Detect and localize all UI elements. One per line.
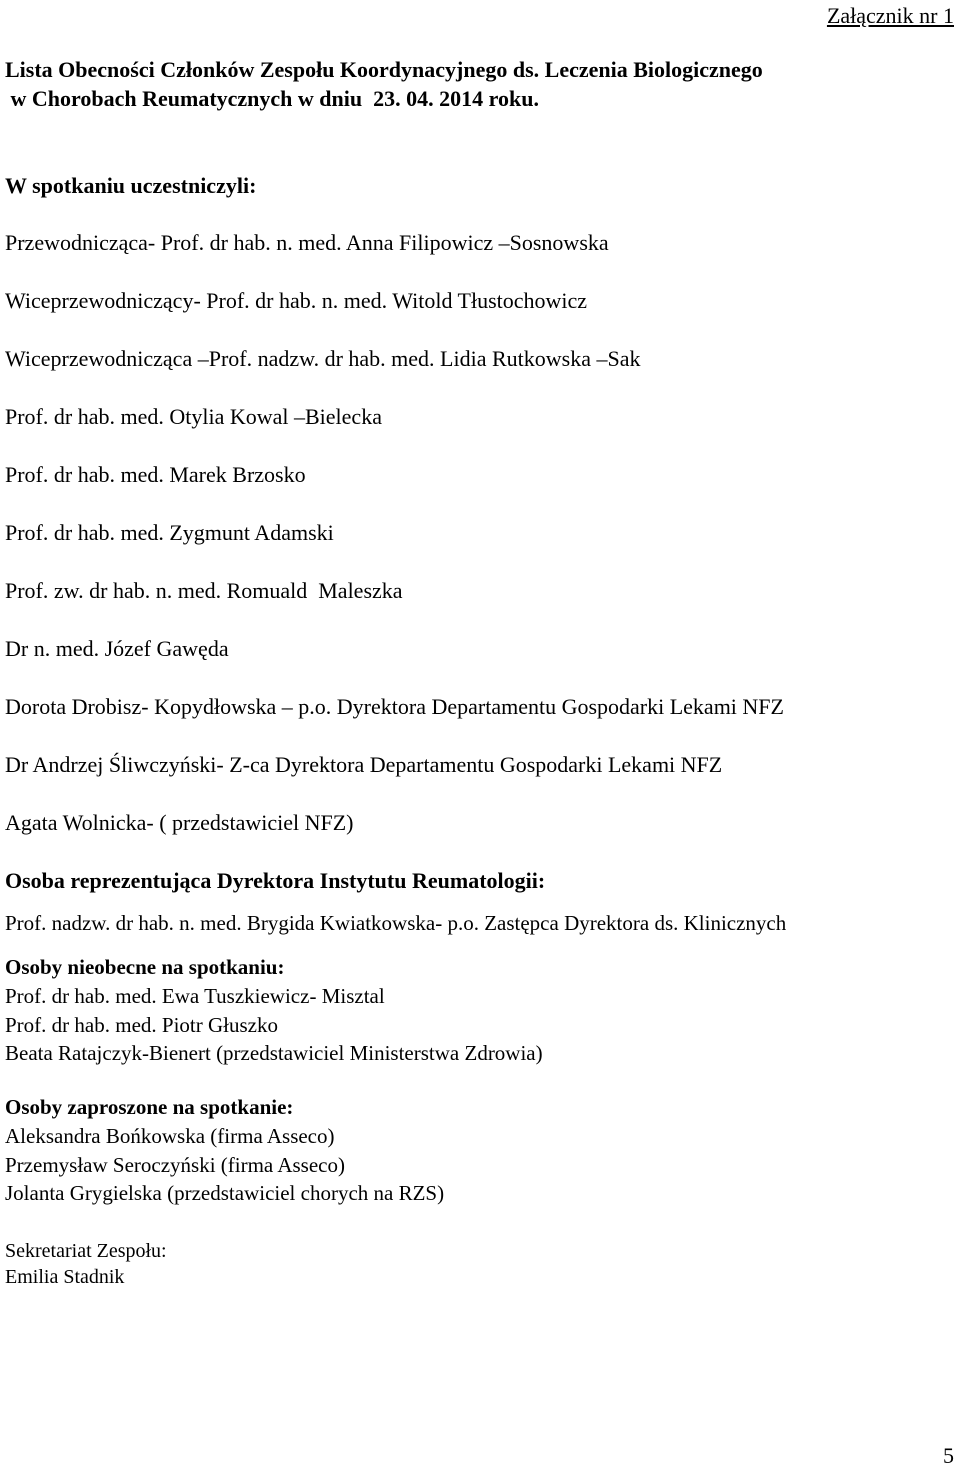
participant-item: Prof. dr hab. med. Zygmunt Adamski xyxy=(5,520,334,545)
invited-person: Przemysław Seroczyński (firma Asseco) xyxy=(5,1153,345,1177)
participant-item: Prof. dr hab. med. Marek Brzosko xyxy=(5,462,306,487)
absent-heading: Osoby nieobecne na spotkaniu: xyxy=(5,955,285,979)
document-title-line-1: Lista Obecności Członków Zespołu Koordynacyjnego ds. Leczenia Biologicznego xyxy=(5,57,763,82)
participant-vice-chair-2: Wiceprzewodnicząca –Prof. nadzw. dr hab. med. Lidia Rutkowska –Sak xyxy=(5,346,641,371)
absent-person: Prof. dr hab. med. Ewa Tuszkiewicz- Misztal xyxy=(5,984,385,1008)
participant-item: Dr n. med. Józef Gawęda xyxy=(5,636,229,661)
participant-item: Prof. dr hab. med. Otylia Kowal –Bielecka xyxy=(5,404,382,429)
participant-chair: Przewodnicząca- Prof. dr hab. n. med. Anna Filipowicz –Sosnowska xyxy=(5,230,609,255)
absent-person: Beata Ratajczyk-Bienert (przedstawiciel Ministerstwa Zdrowia) xyxy=(5,1041,543,1065)
institute-heading: Osoba reprezentująca Dyrektora Instytutu Reumatologii: xyxy=(5,868,546,893)
secretariat-name: Emilia Stadnik xyxy=(5,1266,125,1288)
participant-item: Prof. zw. dr hab. n. med. Romuald Maleszka xyxy=(5,578,403,603)
secretariat-label: Sekretariat Zespołu: xyxy=(5,1240,167,1262)
invited-person: Jolanta Grygielska (przedstawiciel chorych na RZS) xyxy=(5,1181,445,1205)
institute-representative: Prof. nadzw. dr hab. n. med. Brygida Kwiatkowska- p.o. Zastępca Dyrektora ds. Klinicznych xyxy=(5,911,787,935)
participant-item: Agata Wolnicka- ( przedstawiciel NFZ) xyxy=(5,810,354,835)
participant-item: Dorota Drobisz- Kopydłowska – p.o. Dyrektora Departamentu Gospodarki Lekami NFZ xyxy=(5,694,784,719)
participants-heading: W spotkaniu uczestniczyli: xyxy=(5,173,257,198)
attachment-label: Załącznik nr 1 xyxy=(826,3,954,28)
page-number: 5 xyxy=(943,1443,954,1468)
absent-person: Prof. dr hab. med. Piotr Głuszko xyxy=(5,1013,278,1037)
invited-person: Aleksandra Bońkowska (firma Asseco) xyxy=(5,1124,335,1148)
participant-vice-chair-1: Wiceprzewodniczący- Prof. dr hab. n. med. Witold Tłustochowicz xyxy=(5,288,588,313)
document-title-line-2: w Chorobach Reumatycznych w dniu 23. 04. 2014 roku. xyxy=(5,86,539,111)
invited-heading: Osoby zaproszone na spotkanie: xyxy=(5,1095,294,1119)
participant-item: Dr Andrzej Śliwczyński- Z-ca Dyrektora Departamentu Gospodarki Lekami NFZ xyxy=(5,752,723,777)
